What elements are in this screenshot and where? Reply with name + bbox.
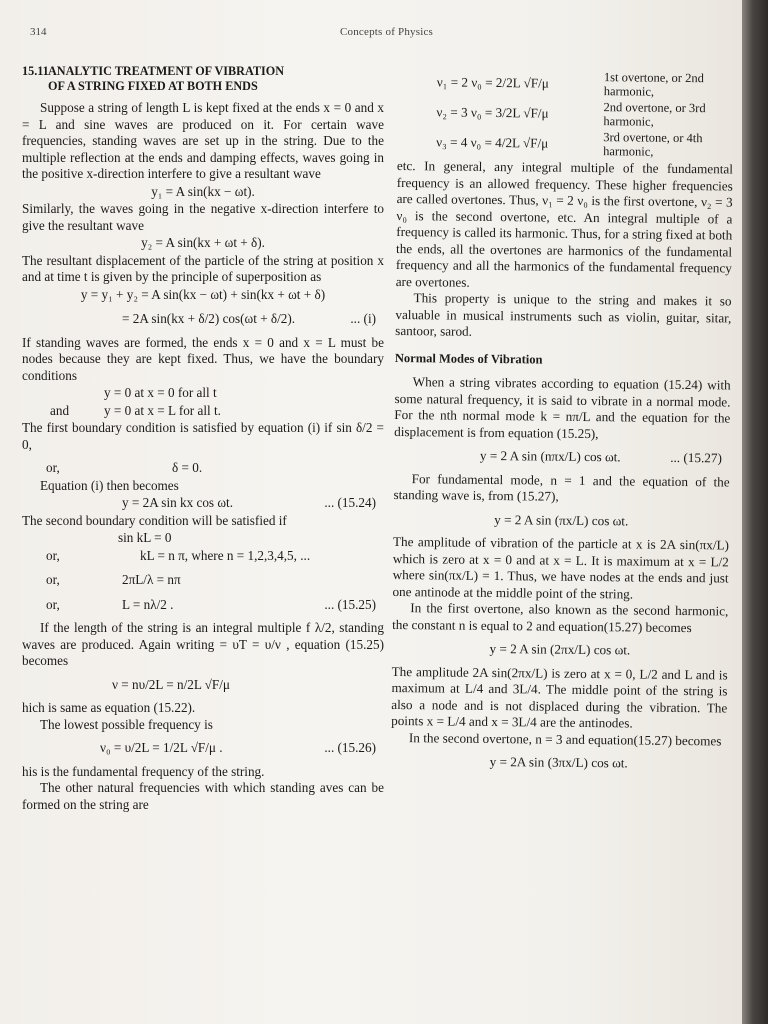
paragraph: For fundamental mode, n = 1 and the equation of the standing wave is, from (15.27),	[393, 470, 730, 504]
equation-tag: ... (15.26)	[324, 740, 376, 755]
right-column	[391, 66, 734, 774]
paragraph: Similarly, the waves going in the negative x-direction interfere to give the resultant wave	[22, 201, 384, 233]
equation: ν = nυ/2L = n/2L √F/μ	[112, 676, 230, 692]
section-number: 15.11	[22, 64, 49, 78]
equation-tag: ... (15.25)	[324, 596, 376, 612]
equation: y₁ = A sin(kx − ωt).	[151, 183, 255, 199]
equation: y₂ = A sin(kx + ωt + δ).	[141, 235, 265, 250]
equation: y = 2 A sin (πx/L) cos ωt.	[494, 511, 629, 528]
equation-i	[22, 311, 384, 328]
equation-15-27	[394, 447, 730, 467]
paragraph: Equation (i) then becomes	[40, 477, 179, 493]
page-number: 314	[30, 26, 47, 38]
paragraph: If the length of the string is an integral multiple f λ/2, standing waves are produced. Again writing = υT = υ/ν , equation (15.25) becomes	[22, 620, 384, 668]
or-label: or,	[46, 547, 60, 563]
section-heading	[22, 64, 384, 94]
section-title-line2: OF A STRING FIXED AT BOTH ENDS	[48, 79, 258, 93]
equation-tag: ... (15.27)	[670, 449, 722, 466]
boundary-condition-text: y = 0 at x = L for all t.	[104, 402, 221, 418]
paragraph: The resultant displacement of the particle of the string at position x and at time t is given by the principle of superposition as	[22, 252, 384, 284]
paragraph: The first boundary condition is satisfied by equation (i) if sin δ/2 = 0,	[22, 420, 384, 452]
paragraph: The lowest possible frequency is	[40, 716, 213, 732]
running-header	[0, 26, 752, 44]
paragraph: In the first overtone, also known as the second harmonic, the constant n is equal to 2 and equation(15.27) becomes	[392, 600, 729, 635]
overtone-formula: ν₃ = 4 ν₀ = 4/2L √F/μ	[436, 134, 549, 151]
or-equation: L = nλ/2 .	[122, 596, 174, 612]
or-line	[22, 460, 384, 477]
paragraph: his is the fundamental frequency of the string.	[22, 763, 265, 779]
equation: y = 2A sin (3πx/L) cos ωt.	[489, 753, 628, 771]
or-line	[22, 572, 384, 589]
page-edge-shadow	[742, 0, 768, 1024]
equation-text: = 2A sin(kx + δ/2) cos(ωt + δ/2).	[122, 311, 296, 326]
left-column	[22, 64, 384, 813]
equation-15-24	[22, 495, 384, 512]
or-equation: δ = 0.	[172, 460, 203, 475]
equation-15-26	[22, 740, 384, 757]
equation: y = 2 A sin (2πx/L) cos ωt.	[489, 640, 631, 658]
equation-text: y = 2 A sin (nπx/L) cos ωt.	[479, 447, 621, 465]
or-label: or,	[46, 460, 60, 475]
overtone-note: 2nd overtone, or 3rd harmonic,	[603, 100, 706, 129]
equation-text: y = 2A sin kx cos ωt.	[122, 495, 233, 510]
paragraph: In the second overtone, n = 3 and equation(15.27) becomes	[408, 729, 722, 748]
or-line	[22, 548, 384, 565]
paragraph: etc. In general, any integral multiple of the fundamental frequency is an allowed frequency. These higher frequencies are called overtones. Thus, ν₁ = 2 ν₀ is the first overtone, ν₂ = 3 ν₀ is the second overtone, etc. An integral multiple of a frequency is called its harmonic. Thus, for a string fixed at both the ends, all the overtones are harmonics of the fundamental frequency and all the harmonics of the fundamental frequency are overtones.	[395, 157, 734, 290]
equation: sin kL = 0	[118, 530, 172, 545]
paragraph: Suppose a string of length L is kept fixed at the ends x = 0 and x = L and sine waves are produced on it. For certain wave frequencies, standing waves are set up in the string. Due to the multiple reflection at the ends and damping effects, waves going in the positive x-direction interfere to give a resultant wave	[22, 100, 384, 181]
paragraph: The amplitude 2A sin(2πx/L) is zero at x = 0, L/2 and L and is maximum at L/4 and 3L/4. The middle point of the string is also a node and is not displaced during the vibration. The points x = L/4 and x = 3L/4 are the antinodes.	[391, 663, 728, 731]
or-label: or,	[46, 572, 60, 587]
and-label: and	[50, 402, 70, 418]
overtone-formula: ν₁ = 2 ν₀ = 2/2L √F/μ	[436, 74, 549, 91]
paragraph: If standing waves are formed, the ends x = 0 and x = L must be nodes because they are kept fixed. Thus, we have the boundary conditions	[22, 334, 384, 383]
equation-tag: ... (15.24)	[324, 495, 376, 510]
paragraph: This property is unique to the string and makes it so valuable in musical instruments such as violin, guitar, sitar, santoor, sarod.	[395, 290, 732, 339]
paragraph: The second boundary condition will be satisfied if	[22, 512, 287, 528]
paragraph: hich is same as equation (15.22).	[22, 700, 196, 715]
overtone-row	[397, 128, 733, 160]
boundary-condition-1: y = 0 at x = 0 for all t	[104, 385, 217, 400]
or-label: or,	[46, 596, 60, 612]
overtone-note: 3rd overtone, or 4th harmonic,	[603, 130, 703, 159]
paragraph: The other natural frequencies with which standing aves can be formed on the string are	[22, 780, 384, 812]
equation: y = y₁ + y₂ = A sin(kx − ωt) + sin(kx + ωt + δ)	[80, 286, 326, 302]
equation-text: ν₀ = υ/2L = 1/2L √F/μ .	[100, 740, 223, 755]
or-line	[22, 597, 384, 614]
or-equation: kL = n π, where n = 1,2,3,4,5, ...	[140, 547, 311, 563]
paragraph: When a string vibrates according to equation (15.24) with some natural frequency, it is said to vibrate in a normal mode. For the nth normal mode k = nπ/L and the equation for the displacement is from equation (15.25),	[394, 374, 731, 441]
overtone-row	[398, 68, 734, 100]
or-equation: 2πL/λ = nπ	[122, 572, 181, 587]
overtone-note: 1st overtone, or 2nd harmonic,	[603, 70, 704, 99]
subsection-heading: Normal Modes of Vibration	[394, 350, 543, 367]
book-title: Concepts of Physics	[340, 26, 434, 38]
overtone-formula: ν₂ = 3 ν₀ = 3/2L √F/μ	[436, 104, 549, 121]
boundary-condition-2	[22, 403, 384, 420]
equation-tag: ... (i)	[350, 311, 376, 326]
paragraph: The amplitude of vibration of the particle at x is 2A sin(πx/L) which is zero at x = 0 and at x = L. It is maximum at x = L/2 where sin(πx/L) = 1. Thus, we have nodes at the ends and just one antinode at the middle point of the string.	[392, 533, 730, 601]
overtone-row	[397, 98, 733, 130]
section-title-line1: ANALYTIC TREATMENT OF VIBRATION	[48, 64, 285, 78]
